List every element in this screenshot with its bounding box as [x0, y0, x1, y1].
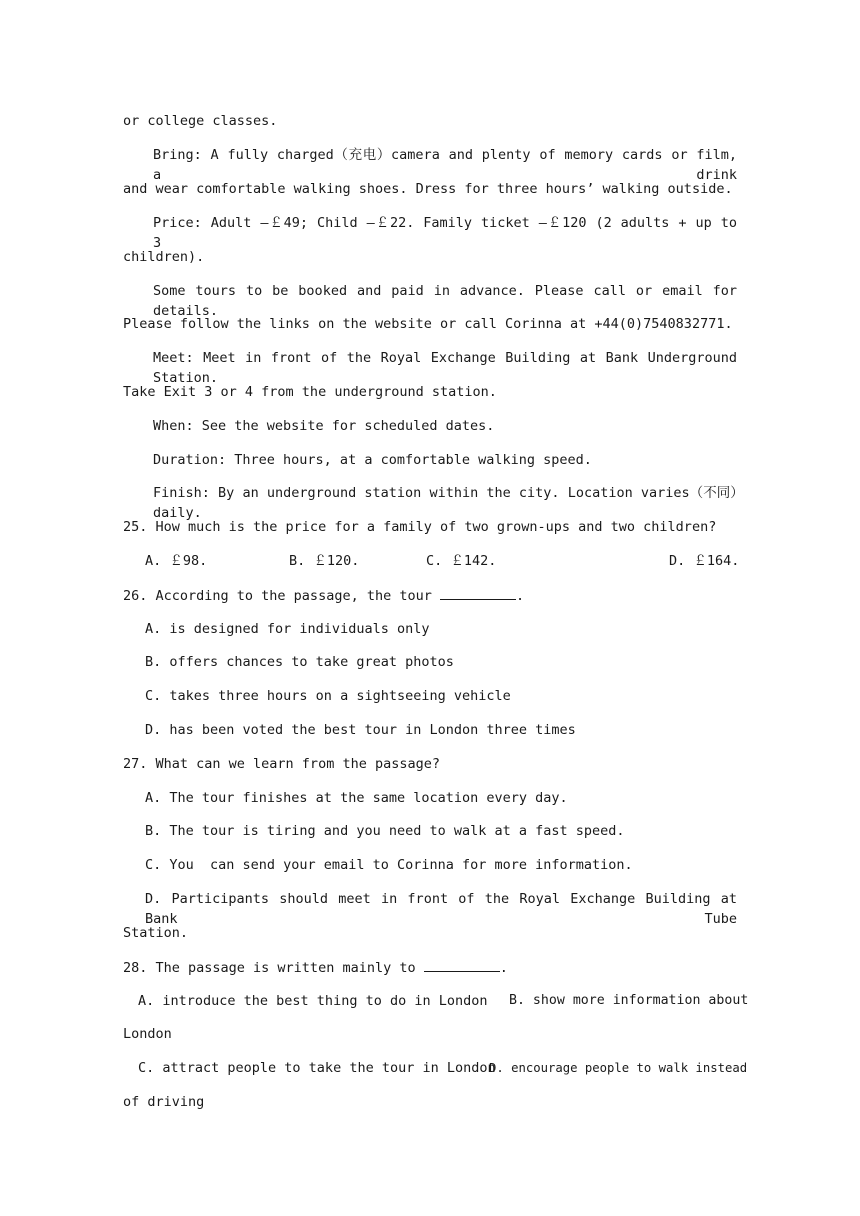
question-28-option-a: A. introduce the best thing to do in London [138, 993, 488, 1009]
question-26-stem-end: . [516, 588, 525, 604]
question-28-option-c: C. attract people to take the tour in London [138, 1060, 496, 1076]
question-28-stem-line [123, 957, 737, 977]
question-25-option-d: D. ￡164. [669, 553, 740, 569]
question-28-option-b: B. show more information about [509, 993, 749, 1008]
question-28-stem: 28. The passage is written mainly to [123, 960, 416, 976]
question-27-option-a: A. The tour finishes at the same location every day. [145, 790, 568, 806]
passage-meet-line: Take Exit 3 or 4 from the underground station. [123, 384, 497, 400]
passage-bring-line: Bring: A fully charged（充电）camera and plenty of memory cards or film, a drink [153, 147, 737, 183]
question-28-option-b-continued: London [123, 1026, 172, 1042]
question-26-option-a: A. is designed for individuals only [145, 621, 430, 637]
question-25-option-b: B. ￡120. [289, 553, 360, 569]
question-28-stem-end: . [499, 960, 508, 976]
passage-when-line: When: See the website for scheduled dates. [153, 418, 495, 434]
question-28-option-d-continued: of driving [123, 1094, 205, 1110]
passage-price-line: Price: Adult —￡49; Child —￡22. Family ticket —￡120 (2 adults + up to 3 [153, 215, 737, 251]
answer-blank [424, 957, 500, 972]
question-25-option-a: A. ￡98. [145, 553, 208, 569]
passage-booking-line: Please follow the links on the website or call Corinna at +44(0)7540832771. [123, 316, 733, 332]
question-26-stem-line [123, 585, 737, 605]
question-26-option-b: B. offers chances to take great photos [145, 654, 454, 670]
passage-duration-line: Duration: Three hours, at a comfortable walking speed. [153, 452, 592, 468]
question-28-option-d: D. encourage people to walk instead [489, 1061, 748, 1075]
question-26-option-c: C. takes three hours on a sightseeing vehicle [145, 688, 511, 704]
question-27-option-d: D. Participants should meet in front of the Royal Exchange Building at Bank Tube [145, 891, 737, 927]
passage-line: or college classes. [123, 113, 278, 129]
passage-finish-line: Finish: By an underground station within the city. Location varies（不同）daily. [153, 485, 737, 521]
question-27-stem: 27. What can we learn from the passage? [123, 756, 440, 772]
question-26-option-d: D. has been voted the best tour in London three times [145, 722, 576, 738]
passage-meet-line: Meet: Meet in front of the Royal Exchange Building at Bank Underground Station. [153, 350, 737, 386]
question-27-option-b: B. The tour is tiring and you need to walk at a fast speed. [145, 823, 625, 839]
passage-booking-line: Some tours to be booked and paid in advance. Please call or email for details. [153, 283, 737, 319]
question-27-option-c: C. You can send your email to Corinna for more information. [145, 857, 633, 873]
question-25-option-c: C. ￡142. [426, 553, 497, 569]
passage-bring-line: and wear comfortable walking shoes. Dress for three hours’ walking outside. [123, 181, 733, 197]
question-27-option-d-continued: Station. [123, 925, 189, 941]
question-26-stem: 26. According to the passage, the tour [123, 588, 432, 604]
answer-blank [440, 585, 516, 600]
question-25-stem: 25. How much is the price for a family of two grown-ups and two children? [123, 519, 717, 535]
passage-price-line: children). [123, 249, 205, 265]
